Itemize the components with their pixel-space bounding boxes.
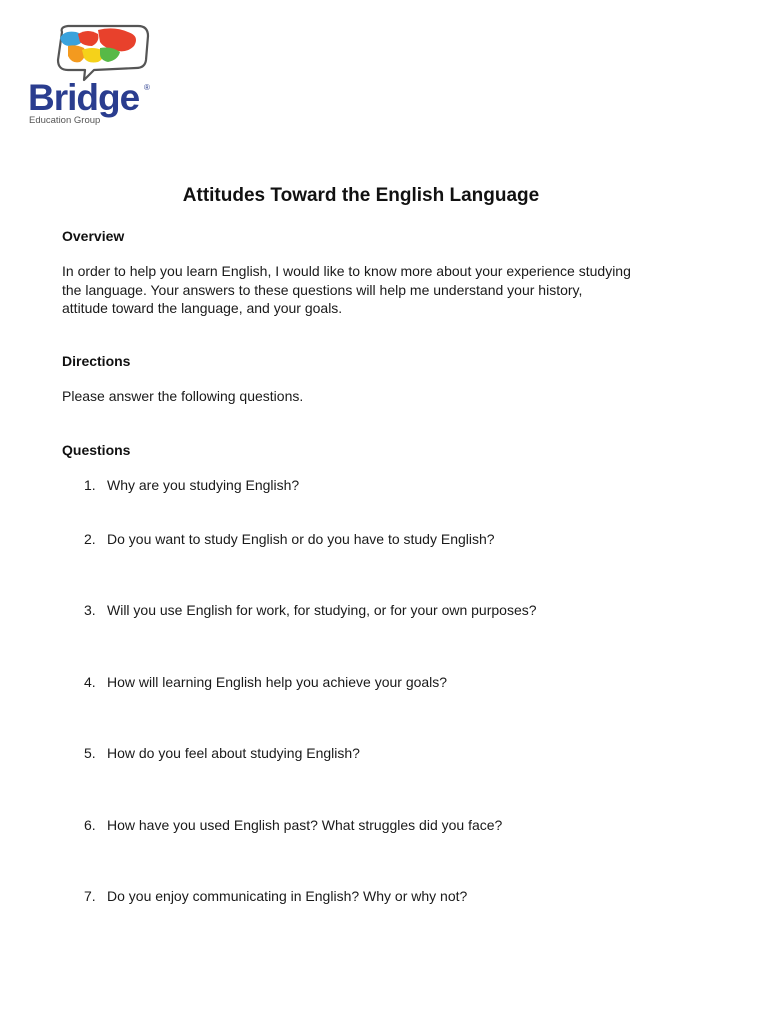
question-text: How have you used English past? What struggles did you face? (107, 817, 503, 833)
question-text: Do you want to study English or do you have to study English? (107, 531, 495, 547)
question-item (84, 476, 299, 494)
question-number: 5. (84, 745, 96, 761)
document-title: Attitudes Toward the English Language (182, 185, 540, 206)
overview-line: the language. Your answers to these questions will help me understand your history, (62, 281, 583, 298)
speech-bubble-map-icon (54, 24, 152, 84)
directions-text: Please answer the following questions. (62, 388, 304, 404)
questions-heading: Questions (62, 442, 131, 458)
overview-heading: Overview (62, 228, 125, 244)
question-text: Will you use English for work, for studying, or for your own purposes? (107, 602, 537, 618)
question-number: 1. (84, 477, 96, 493)
question-number: 2. (84, 531, 96, 547)
question-text: Why are you studying English? (107, 477, 300, 493)
question-number: 4. (84, 674, 96, 690)
question-text: Do you enjoy communicating in English? Why or why not? (107, 888, 468, 904)
question-item (84, 887, 467, 905)
question-text: How will learning English help you achieve your goals? (107, 674, 448, 690)
question-text: How do you feel about studying English? (107, 745, 360, 761)
question-item (84, 816, 502, 834)
logo-wordmark: Bridge (28, 77, 140, 118)
bridge-logo (28, 24, 158, 128)
question-item (84, 601, 537, 619)
question-item (84, 744, 360, 762)
overview-paragraph (62, 262, 702, 318)
question-number: 3. (84, 602, 96, 618)
registered-mark: ® (144, 83, 150, 92)
question-item (84, 673, 447, 691)
logo-subtitle: Education Group (29, 115, 101, 126)
overview-line: attitude toward the language, and your goals. (62, 300, 343, 316)
question-item (84, 530, 495, 548)
overview-line: In order to help you learn English, I would like to know more about your experience studying (62, 263, 631, 279)
question-number: 6. (84, 817, 96, 833)
question-number: 7. (84, 888, 96, 904)
directions-heading: Directions (62, 353, 131, 369)
